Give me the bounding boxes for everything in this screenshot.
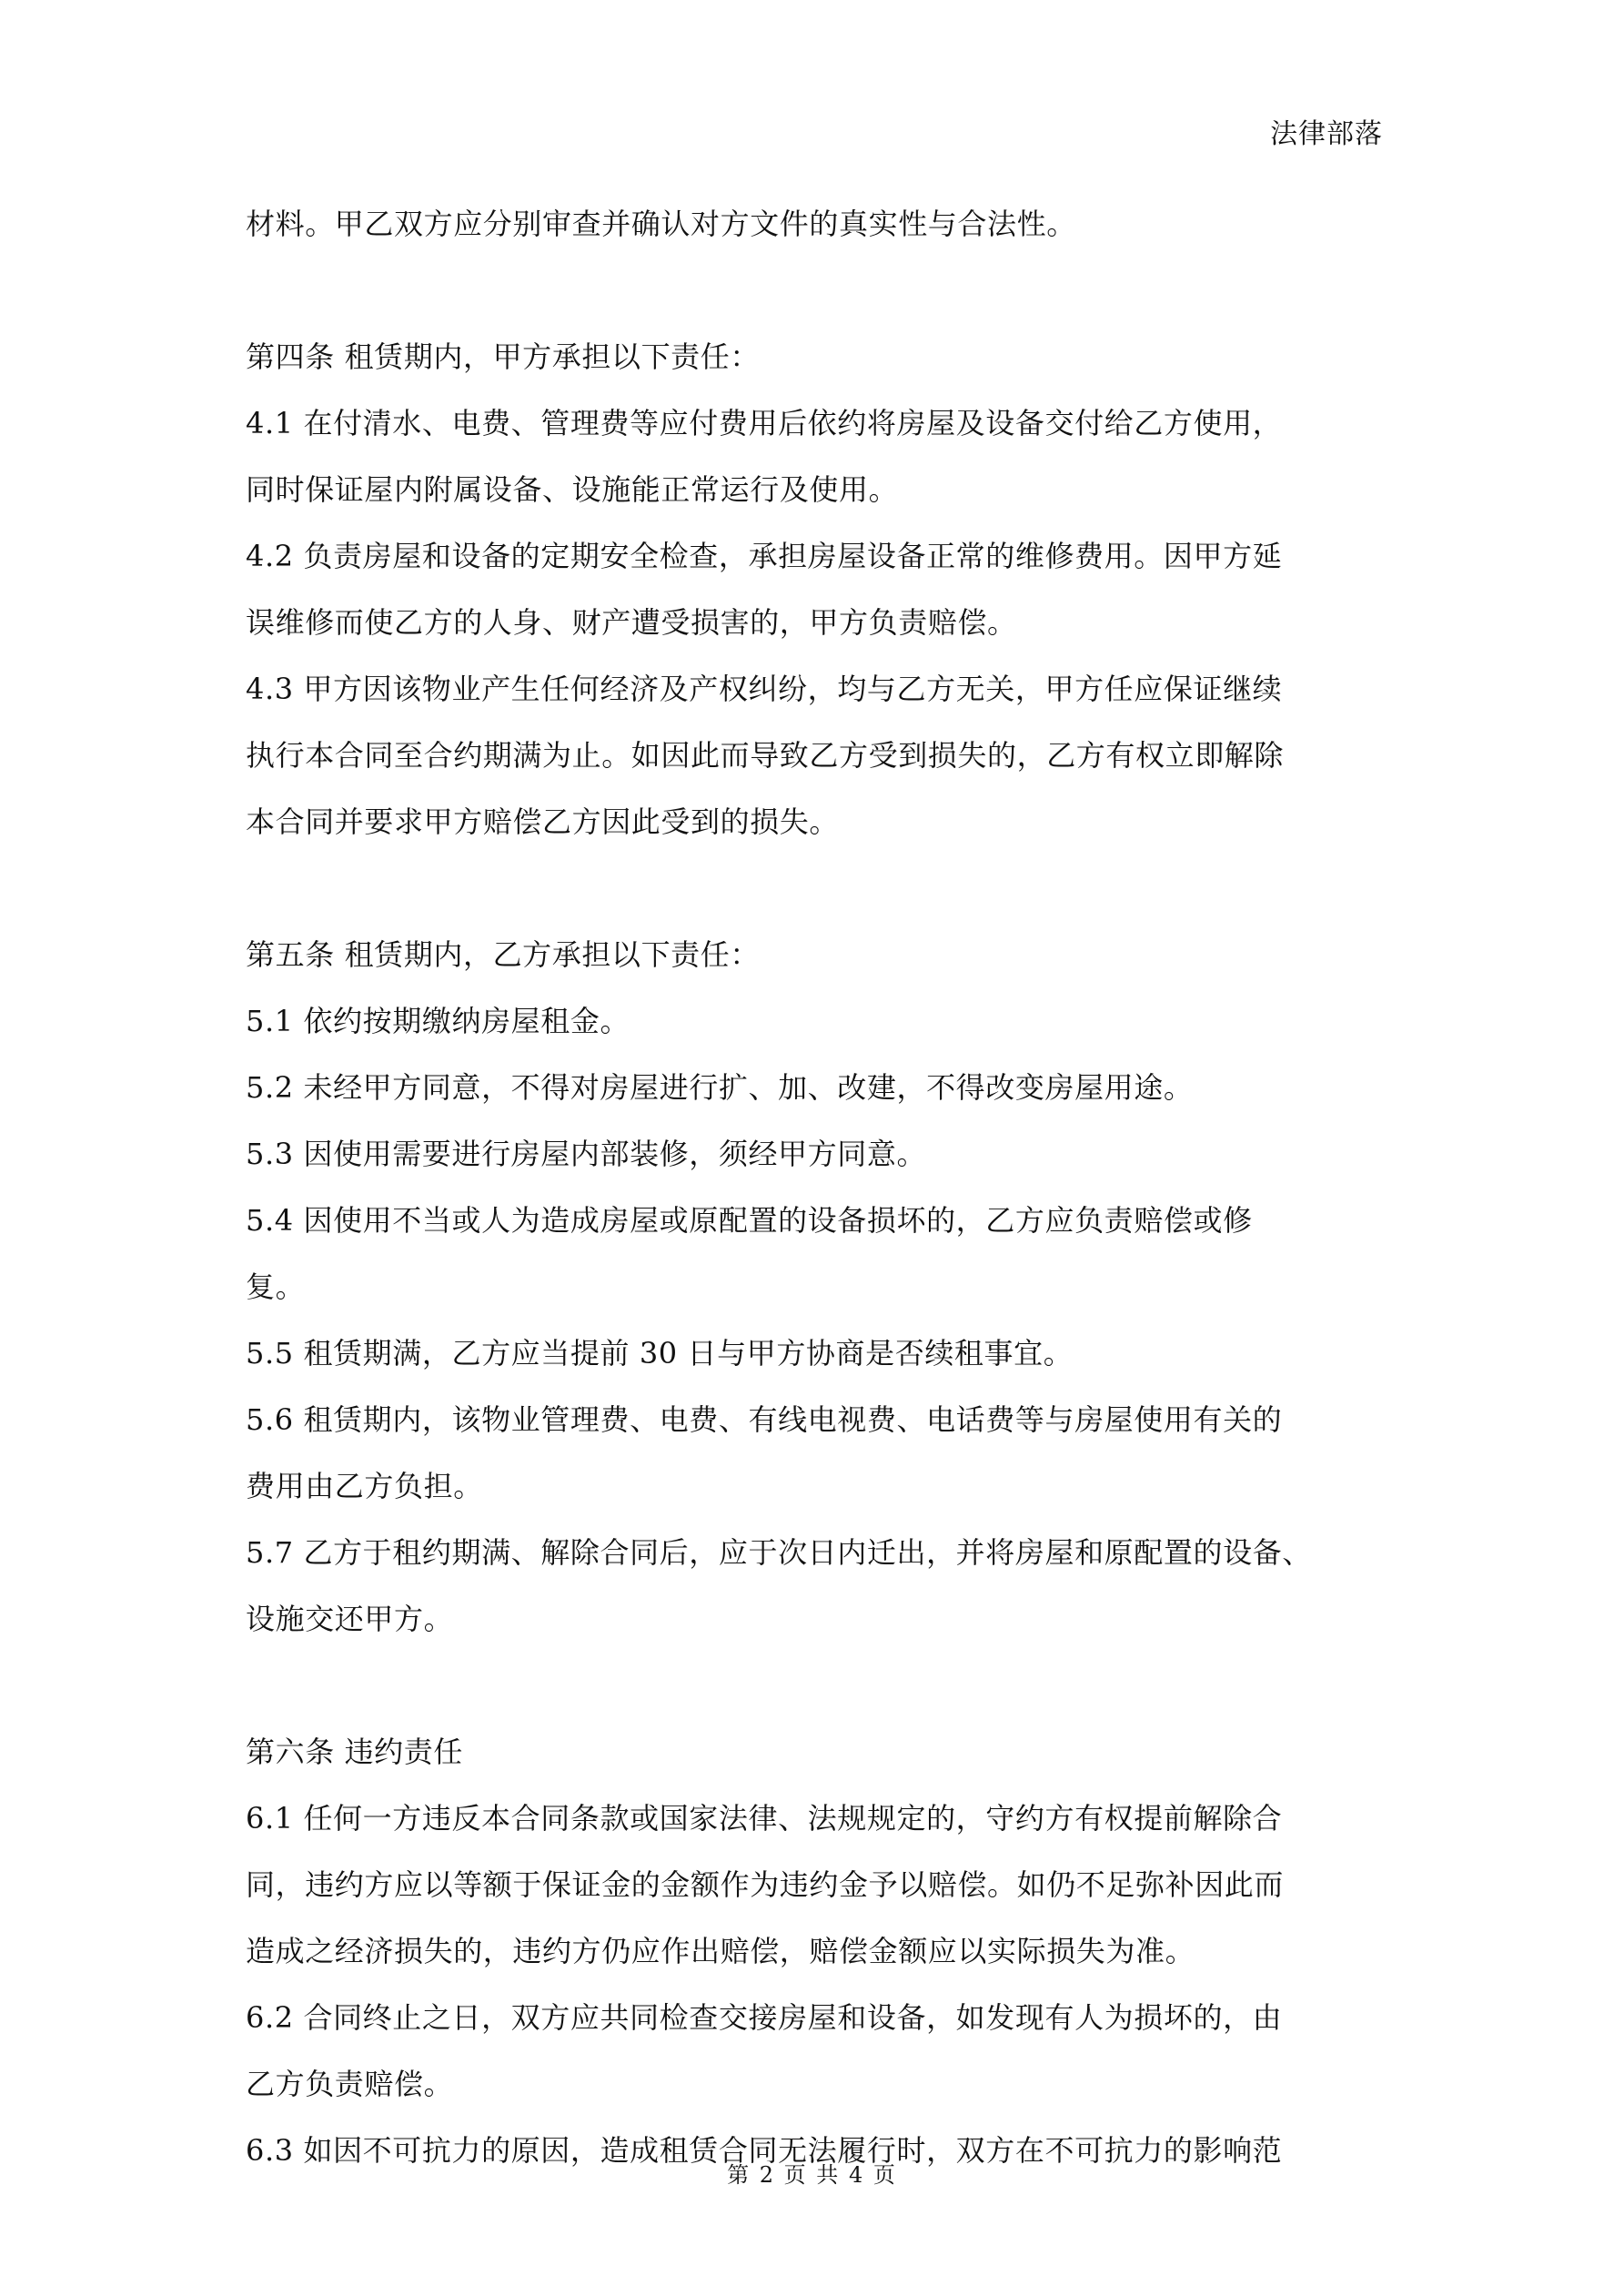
article-5-title: 第五条 租赁期内，乙方承担以下责任： [246,937,760,972]
clause-line: 5.3 因使用需要进行房屋内部装修，须经甲方同意。 [246,1137,927,1171]
clause-line: 乙方负责赔偿。 [246,2067,454,2101]
article-4-title: 第四条 租赁期内，甲方承担以下责任： [246,339,760,374]
clause-line: 本合同并要求甲方赔偿乙方因此受到的损失。 [246,804,840,839]
paragraph-line: 材料。甲乙双方应分别审查并确认对方文件的真实性与合法性。 [246,207,1076,241]
clause-line: 6.1 任何一方违反本合同条款或国家法律、法规规定的，守约方有权提前解除合 [246,1801,1283,1836]
page-number-footer: 第 2 页 共 4 页 [727,2162,897,2188]
clause-line: 6.3 如因不可抗力的原因，造成租赁合同无法履行时，双方在不可抗力的影响范 [246,2133,1283,2168]
clause-line: 执行本合同至合约期满为止。如因此而导致乙方受到损失的，乙方有权立即解除 [246,738,1285,773]
clause-line: 4.3 甲方因该物业产生任何经济及产权纠纷，均与乙方无关，甲方任应保证继续 [246,672,1283,706]
contract-body [246,191,1383,2184]
article-6-title: 第六条 违约责任 [246,1735,463,1769]
clause-line: 5.1 依约按期缴纳房屋租金。 [246,1004,630,1038]
clause-line: 5.7 乙方于租约期满、解除合同后，应于次日内迁出，并将房屋和原配置的设备、 [246,1535,1312,1570]
paragraph-gap [246,855,1383,922]
clause-line: 5.4 因使用不当或人为造成房屋或原配置的设备损坏的，乙方应负责赔偿或修 [246,1203,1253,1238]
clause-line: 费用由乙方负担。 [246,1469,483,1503]
clause-line: 复。 [246,1269,306,1304]
clause-line: 4.1 在付清水、电费、管理费等应付费用后依约将房屋及设备交付给乙方使用， [246,406,1283,440]
clause-line: 误维修而使乙方的人身、财产遭受损害的，甲方负责赔偿。 [246,605,1017,640]
clause-line: 5.2 未经甲方同意，不得对房屋进行扩、加、改建，不得改变房屋用途。 [246,1070,1194,1105]
clause-line: 5.6 租赁期内，该物业管理费、电费、有线电视费、电话费等与房屋使用有关的 [246,1402,1283,1437]
clause-line: 6.2 合同终止之日，双方应共同检查交接房屋和设备，如发现有人为损坏的，由 [246,2000,1283,2035]
paragraph-gap [246,1653,1383,1719]
clause-line: 同时保证屋内附属设备、设施能正常运行及使用。 [246,472,899,507]
clause-line: 同，违约方应以等额于保证金的金额作为违约金予以赔偿。如仍不足弥补因此而 [246,1867,1285,1902]
clause-line: 造成之经济损失的，违约方仍应作出赔偿，赔偿金额应以实际损失为准。 [246,1934,1195,1968]
page-header: 法律部落 [1270,118,1383,150]
clause-line: 设施交还甲方。 [246,1602,454,1636]
clause-line: 4.2 负责房屋和设备的定期安全检查，承担房屋设备正常的维修费用。因甲方延 [246,539,1283,573]
paragraph-gap [246,258,1383,324]
clause-line: 5.5 租赁期满，乙方应当提前 30 日与甲方协商是否续租事宜。 [246,1336,1074,1371]
